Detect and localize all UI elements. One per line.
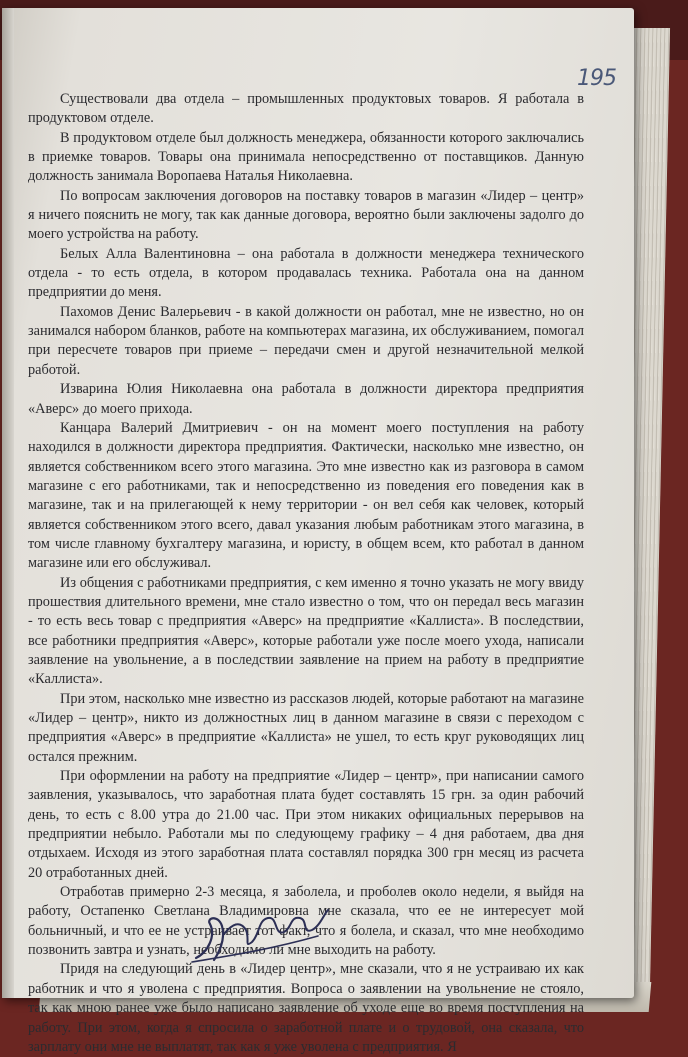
paragraph: Изварина Юлия Николаевна она работала в должности директора предприятия «Аверс» до моего прихода. [28, 381, 584, 417]
paragraph: Существовали два отдела – промышленных продуктовых товаров. Я работала в продуктовом отделе. [28, 91, 584, 127]
handwritten-signature [188, 896, 338, 968]
paragraph: Отработав примерно 2-3 месяца, я заболела, и проболев около недели, я выйдя на работу, Остапенко Светлана Владимировна мне сказала, что ее не интересует мой больничный, и что ее не устраивает тот факт, что я болела, и сказал, что мне необходимо позвонить завтра и узнать, необходимо ли мне выходить на работу. [28, 884, 584, 959]
paragraph: По вопросам заключения договоров на поставку товаров в магазин «Лидер – центр» я ничего пояснить не могу, так как данные договора, вероятно были заключены задолго до моего устройства на работу. [28, 187, 584, 243]
document-page [2, 8, 634, 1055]
paragraph: Канцара Валерий Дмитриевич - он на момент моего поступления на работу находился в должности директора предприятия. Фактически, насколько мне известно, он является собственником всего этого магазина. Это мне известно как из разговора в самом магазине с его работниками, так и непосредственно из поведения его поведения как в магазине, так и на прилегающей к нему территории - он вел себя как человек, который является собственником этого всего, давал указания любым работникам этого магазина, в том числе главному бухгалтеру магазина, и юристу, в общем всем, кто работал в данном магазине или его обслуживал. [28, 419, 584, 572]
paragraph: При оформлении на работу на предприятие «Лидер – центр», при написании самого заявления, указывалось, что заработная плата будет составлять 15 грн. за один рабочий день, то есть с 8.00 утра до 21.00 час. При этом никаких официальных перерывов на предприятии небыло. Работали мы по следующему графику – 4 дня работаем, два дня отдыхаем. Исходя из этого заработная плата составлял порядка 300 грн месяц из расчета 20 отработанных дней. [28, 768, 584, 881]
paragraph: Пахомов Денис Валерьевич - в какой должности он работал, мне не известно, но он занимался набором бланков, работе на компьютерах магазина, их обслуживанием, помогал при пересчете товаров при приеме – передачи смен и другой незначительной мелкой работой. [28, 303, 584, 378]
paragraph: В продуктовом отделе был должность менеджера, обязанности которого заключались в приемке товаров. Товары она принимала непосредственно от поставщиков. Данную должность занимала Воропаева Наталья Николаевна. [28, 129, 584, 185]
paragraph: При этом, насколько мне известно из рассказов людей, которые работают на магазине «Лидер – центр», никто из должностных лиц в данном магазине в связи с переходом с предприятия «Аверс» в предприятие «Каллиста» не ушел, то есть круг руководящих лиц остался прежним. [28, 690, 584, 765]
paragraph: Придя на следующий день в «Лидер центр», мне сказали, что я не устраиваю их как работник и что я уволена с предприятия. Вопроса о заявлении на увольнение не стояло, так как мною ранее уже было написано заявление об уходе еще во время поступления на работу. При этом, когда я спросила о заработной плате и о трудовой, она сказала, что зарплату они мне не выплатят, так как я уже уволена с предприятия. Я [28, 961, 584, 1055]
paragraph: Белых Алла Валентиновна – она работала в должности менеджера технического отдела - то есть отдела, в котором продавалась техника. Работала она на данном предприятии до меня. [28, 245, 584, 301]
paragraph: Из общения с работниками предприятия, с кем именно я точно указать не могу ввиду прошествия длительного времени, мне стало известно о том, что он передал весь магазин - то есть весь товар с предприятия «Аверс» на предприятие «Каллиста». В последствии, все работники предприятия «Аверс», которые работали уже после моего ухода, написали заявление на увольнение, а в последствии заявление на прием на работу в предприятие «Каллиста». [28, 574, 584, 688]
page-number: 195 [577, 66, 616, 91]
page-binding-edge [2, 8, 14, 998]
